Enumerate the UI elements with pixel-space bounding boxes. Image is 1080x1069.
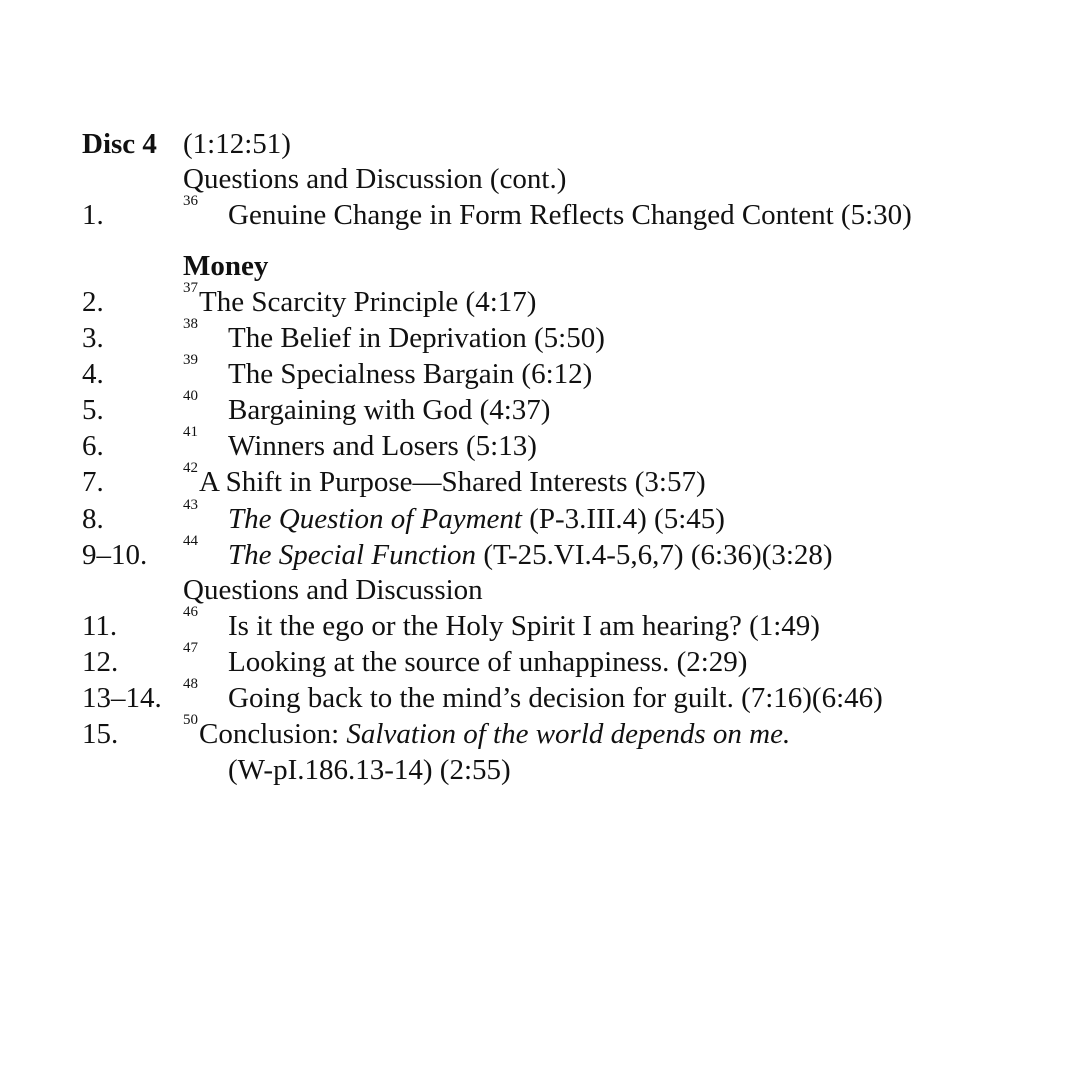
track-title: Genuine Change in Form Reflects Changed Content (5:30) xyxy=(228,199,912,231)
track-title-italic: Salvation of the world depends on me. xyxy=(346,718,791,750)
track-row xyxy=(0,460,1080,500)
track-title xyxy=(228,501,725,537)
track-title: The Belief in Deprivation (5:50) xyxy=(228,322,605,354)
track-row xyxy=(0,640,1080,680)
footnote-ref: 46 xyxy=(183,604,198,620)
section-heading-questions-cont xyxy=(0,161,1080,197)
footnote-ref: 48 xyxy=(183,676,198,692)
footnote-ref: 39 xyxy=(183,352,198,368)
track-row xyxy=(0,280,1080,320)
track-row xyxy=(0,193,1080,233)
track-row xyxy=(0,497,1080,537)
track-number: 6. xyxy=(82,430,104,462)
track-title-italic: The Question of Payment xyxy=(228,503,522,535)
track-row xyxy=(0,352,1080,392)
track-title xyxy=(228,537,833,573)
track-number: 11. xyxy=(82,610,118,642)
track-number: 3. xyxy=(82,322,104,354)
section-heading-questions xyxy=(0,572,1080,608)
footnote-ref: 37 xyxy=(183,280,198,296)
disc-header xyxy=(0,126,1080,162)
track-row xyxy=(0,424,1080,464)
track-number: 5. xyxy=(82,394,104,426)
track-title-rest: (T-25.VI.4-5,6,7) (6:36)(3:28) xyxy=(476,539,833,571)
track-title: The Specialness Bargain (6:12) xyxy=(228,358,593,390)
track-title: Looking at the source of unhappiness. (2:29) xyxy=(228,646,748,678)
track-title: Going back to the mind’s decision for guilt. (7:16)(6:46) xyxy=(228,682,883,714)
track-title: Bargaining with God (4:37) xyxy=(228,394,551,426)
track-title xyxy=(199,716,790,752)
footnote-ref: 36 xyxy=(183,193,198,209)
footnote-ref: 41 xyxy=(183,424,198,440)
track-title: Is it the ego or the Holy Spirit I am hearing? (1:49) xyxy=(228,610,820,642)
track-number: 9–10. xyxy=(82,539,148,571)
track-row xyxy=(0,316,1080,356)
track-title: Winners and Losers (5:13) xyxy=(228,430,537,462)
track-row-continuation xyxy=(0,752,1080,788)
footnote-ref: 43 xyxy=(183,497,198,513)
footnote-ref: 44 xyxy=(183,533,198,549)
track-title: The Scarcity Principle (4:17) xyxy=(199,286,537,318)
footnote-ref: 38 xyxy=(183,316,198,332)
track-number: 15. xyxy=(82,718,119,750)
section-label: Questions and Discussion (cont.) xyxy=(183,163,567,195)
track-title-continuation: (W-pI.186.13-14) (2:55) xyxy=(228,754,511,786)
track-row xyxy=(0,533,1080,573)
track-number: 2. xyxy=(82,286,104,318)
track-number: 4. xyxy=(82,358,104,390)
disc-duration: (1:12:51) xyxy=(183,128,291,160)
track-title-italic: The Special Function xyxy=(228,539,477,571)
track-number: 1. xyxy=(82,199,104,231)
track-row xyxy=(0,712,1080,752)
track-title: A Shift in Purpose—Shared Interests (3:57) xyxy=(199,466,706,498)
section-label: Questions and Discussion xyxy=(183,574,483,606)
disc-label: Disc 4 xyxy=(82,128,157,160)
footnote-ref: 47 xyxy=(183,640,198,656)
track-title-prefix: Conclusion: xyxy=(199,718,347,750)
footnote-ref: 42 xyxy=(183,460,198,476)
footnote-ref: 40 xyxy=(183,388,198,404)
track-row xyxy=(0,604,1080,644)
track-row xyxy=(0,676,1080,716)
footnote-ref: 50 xyxy=(183,712,198,728)
track-row xyxy=(0,388,1080,428)
section-label: Money xyxy=(183,250,269,282)
track-number: 13–14. xyxy=(82,682,162,714)
track-number: 12. xyxy=(82,646,119,678)
section-heading-money xyxy=(0,248,1080,284)
track-number: 7. xyxy=(82,466,104,498)
track-number: 8. xyxy=(82,503,104,535)
track-title-rest: (P-3.III.4) (5:45) xyxy=(521,503,725,535)
